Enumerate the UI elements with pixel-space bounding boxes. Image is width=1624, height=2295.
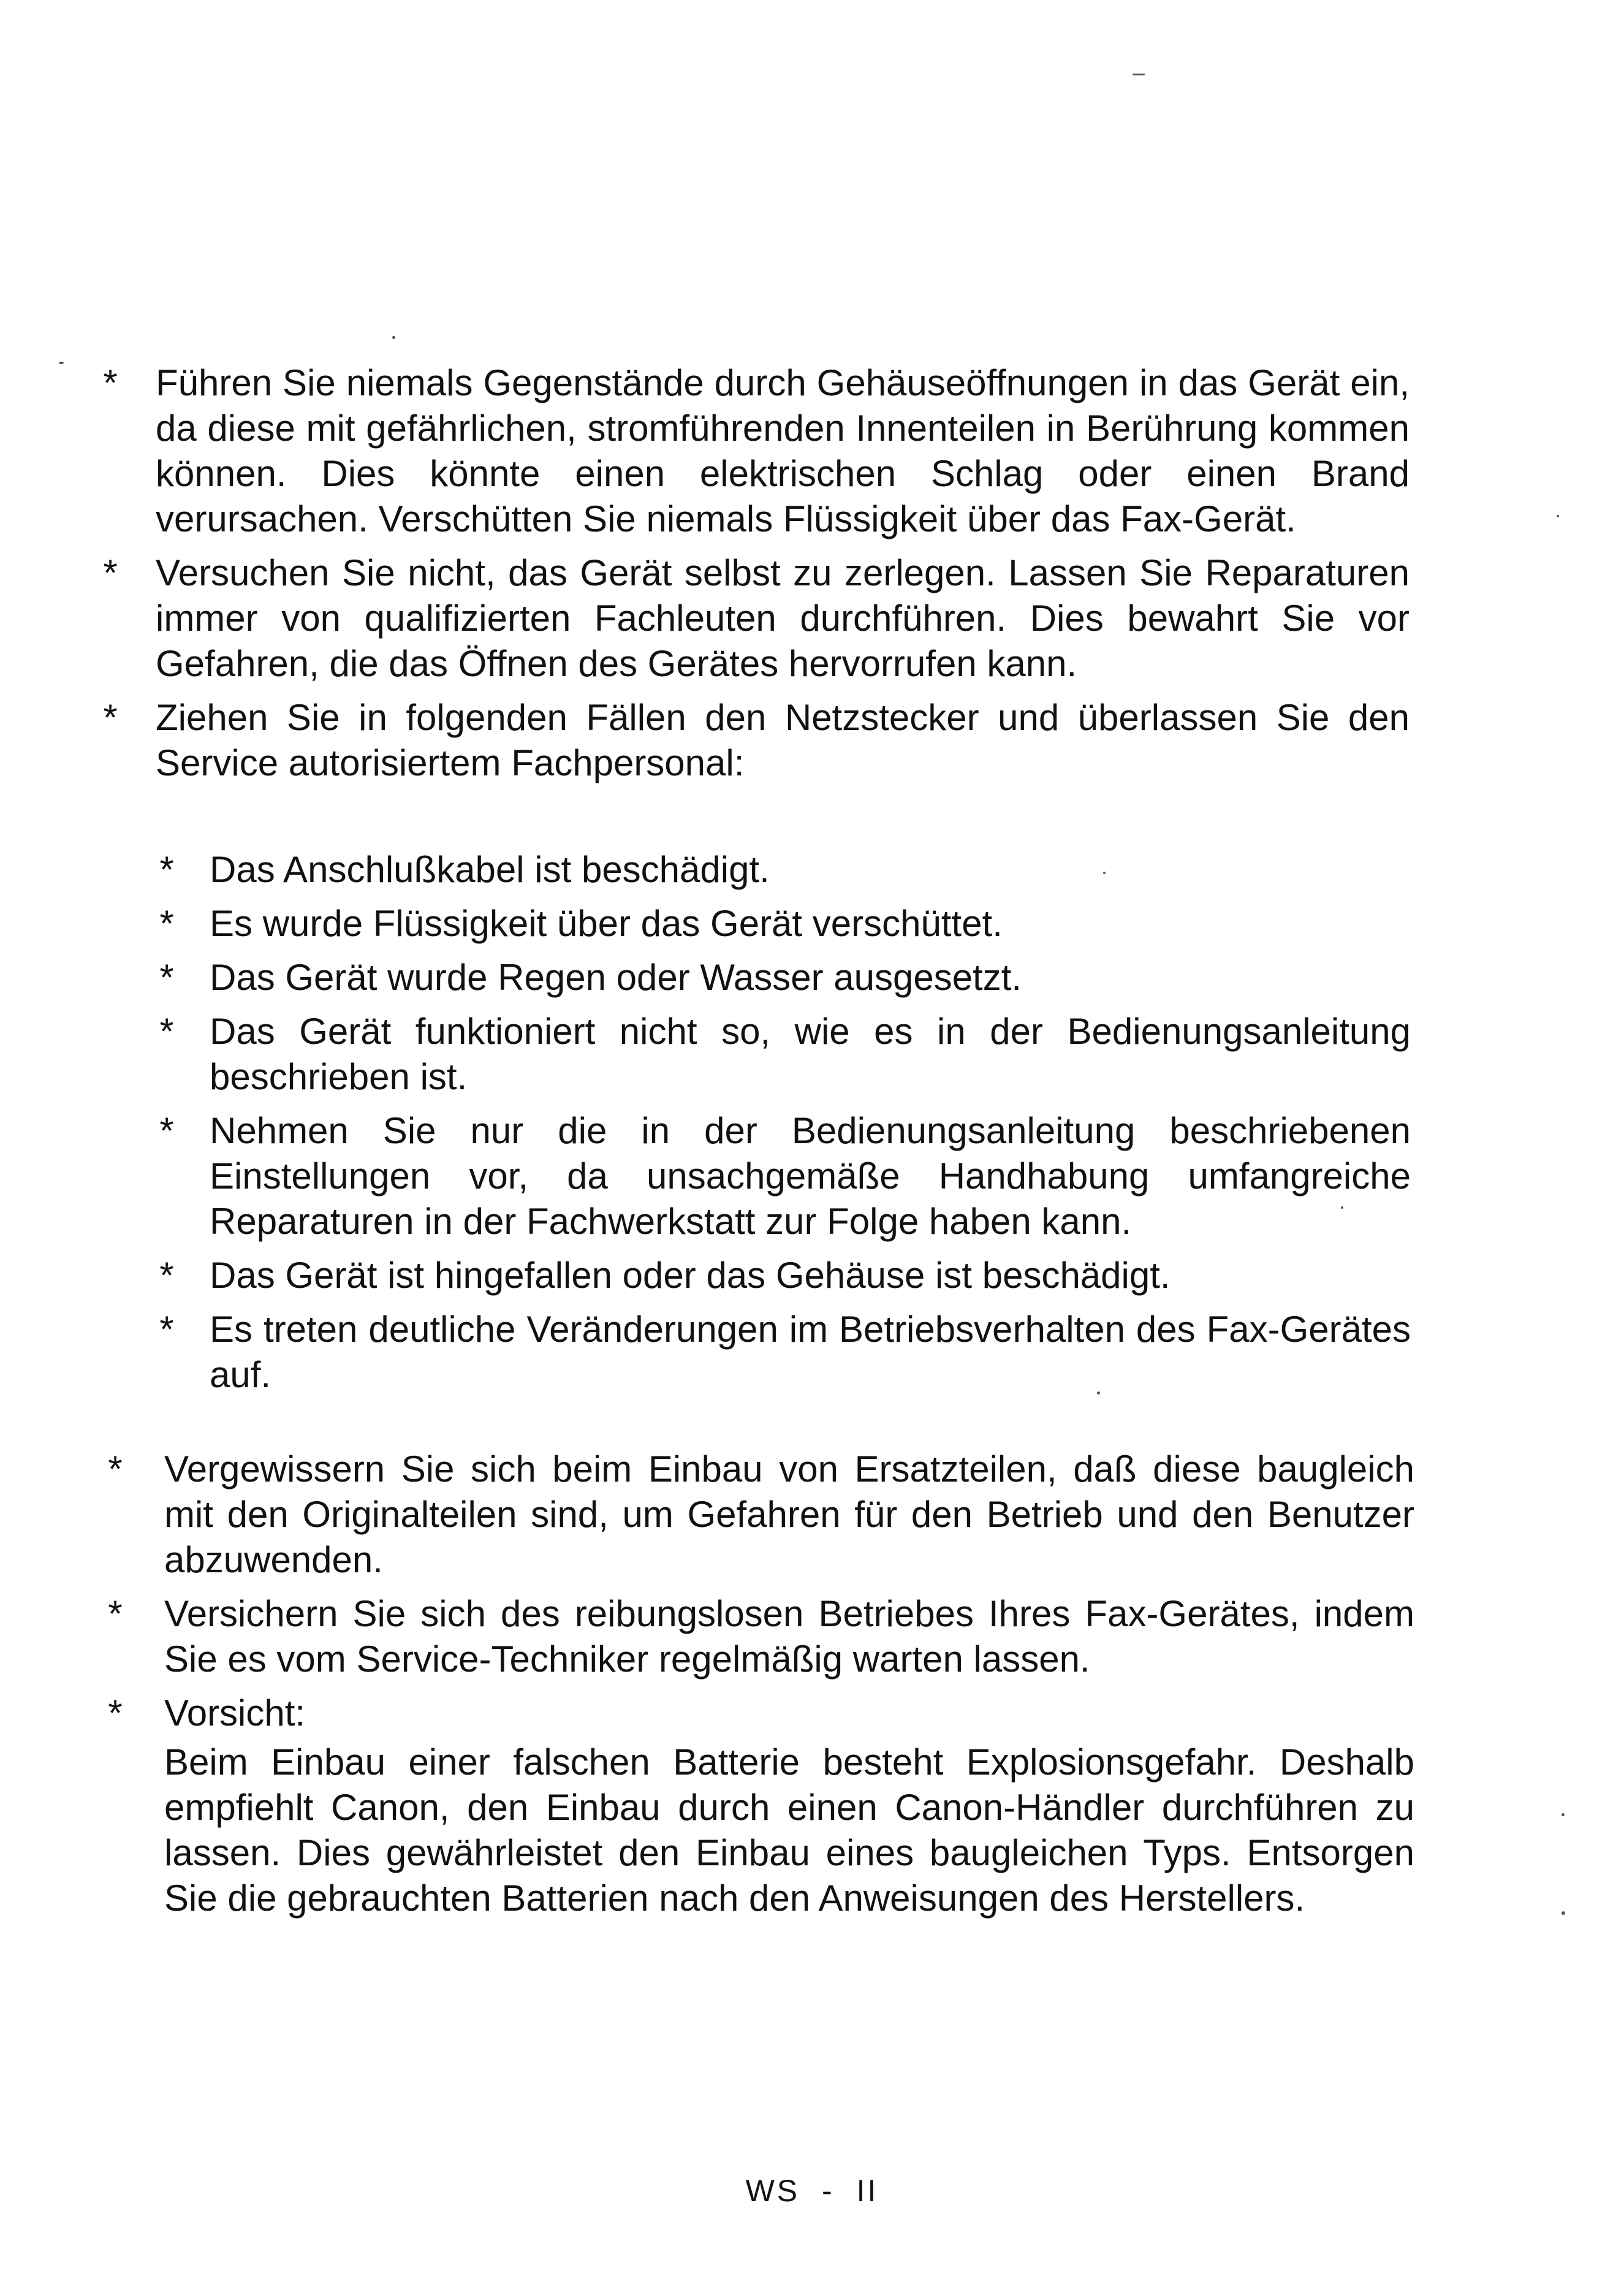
sublist-item-text: Es wurde Flüssigkeit über das Gerät verschüttet. <box>210 903 1003 944</box>
bullet-marker: * <box>103 362 118 403</box>
sublist-item-text: Das Gerät ist hingefallen oder das Gehäuse ist beschädigt. <box>210 1255 1171 1296</box>
case-sublist <box>154 847 1411 1406</box>
list-item-text: Versuchen Sie nicht, das Gerät selbst zu zerlegen. Lassen Sie Reparaturen immer von qualifizierten Fachleuten durchführen. Dies bewahrt Sie vor Gefahren, die das Öffnen des Gerätes hervorrufen kann. <box>156 552 1410 684</box>
list-item-text: Führen Sie niemals Gegenstände durch Gehäuseöffnungen in das Gerät ein, da diese mit gefährlichen, stromführenden Innenteilen in Berührung kommen können. Dies könnte einen elektrischen Schlag oder einen Brand verursachen. Verschütten Sie niemals Flüssigkeit über das Fax-Gerät. <box>156 362 1410 539</box>
page-footer-label: WS - II <box>745 2174 879 2208</box>
list-item-text: Ziehen Sie in folgenden Fällen den Netzstecker und überlassen Sie den Service autorisiertem Fachpersonal: <box>156 697 1410 783</box>
caution-heading: Vorsicht: <box>164 1692 306 1734</box>
bullet-marker: * <box>103 697 118 738</box>
list-item <box>103 1447 1414 1583</box>
sublist-item <box>154 1009 1411 1100</box>
list-item <box>103 1591 1414 1682</box>
list-item <box>98 695 1410 786</box>
bullet-marker: * <box>108 1593 123 1634</box>
warning-list-primary <box>98 360 1410 794</box>
warning-list-secondary <box>103 1447 1414 1930</box>
sublist-item-text: Es treten deutliche Veränderungen im Betriebsverhalten des Fax-Gerätes auf. <box>210 1309 1411 1395</box>
sublist-item <box>154 1108 1411 1244</box>
list-item-text: Vergewissern Sie sich beim Einbau von Ersatzteilen, daß diese baugleich mit den Originalteilen sind, um Gefahren für den Betrieb und den Benutzer abzuwenden. <box>164 1448 1414 1580</box>
bullet-marker: * <box>108 1448 123 1490</box>
list-item <box>98 550 1410 687</box>
sublist-item-text: Das Gerät funktioniert nicht so, wie es in der Bedienungsanleitung beschrieben ist. <box>210 1011 1411 1097</box>
bullet-marker: * <box>159 849 174 890</box>
bullet-marker: * <box>103 552 118 593</box>
sublist-item <box>154 847 1411 893</box>
sublist-item <box>154 901 1411 946</box>
list-item <box>103 1691 1414 1921</box>
bullet-marker: * <box>159 1309 174 1350</box>
bullet-marker: * <box>108 1692 123 1734</box>
bullet-marker: * <box>159 1255 174 1296</box>
sublist-item <box>154 1253 1411 1298</box>
sublist-item-text: Das Anschlußkabel ist beschädigt. <box>210 849 770 890</box>
sublist-item-text: Nehmen Sie nur die in der Bedienungsanleitung beschriebenen Einstellungen vor, da unsachgemäße Handhabung umfangreiche Reparaturen in der Fachwerkstatt zur Folge haben kann. <box>210 1110 1411 1242</box>
bullet-marker: * <box>159 1011 174 1052</box>
list-item <box>98 360 1410 542</box>
caution-text: Beim Einbau einer falschen Batterie besteht Explosionsgefahr. Deshalb empfiehlt Canon, den Einbau durch einen Canon-Händler durchführen zu lassen. Dies gewährleistet den Einbau eines baugleichen Typs. Entsorgen Sie die gebrauchten Batterien nach den Anweisungen des Herstellers. <box>164 1741 1414 1919</box>
bullet-marker: * <box>159 957 174 998</box>
sublist-item <box>154 1307 1411 1398</box>
list-item-text: Versichern Sie sich des reibungslosen Betriebes Ihres Fax-Gerätes, indem Sie es vom Service-Techniker regelmäßig warten lassen. <box>164 1593 1414 1680</box>
sublist-item <box>154 955 1411 1000</box>
bullet-marker: * <box>159 1110 174 1151</box>
bullet-marker: * <box>159 903 174 944</box>
sublist-item-text: Das Gerät wurde Regen oder Wasser ausgesetzt. <box>210 957 1022 998</box>
